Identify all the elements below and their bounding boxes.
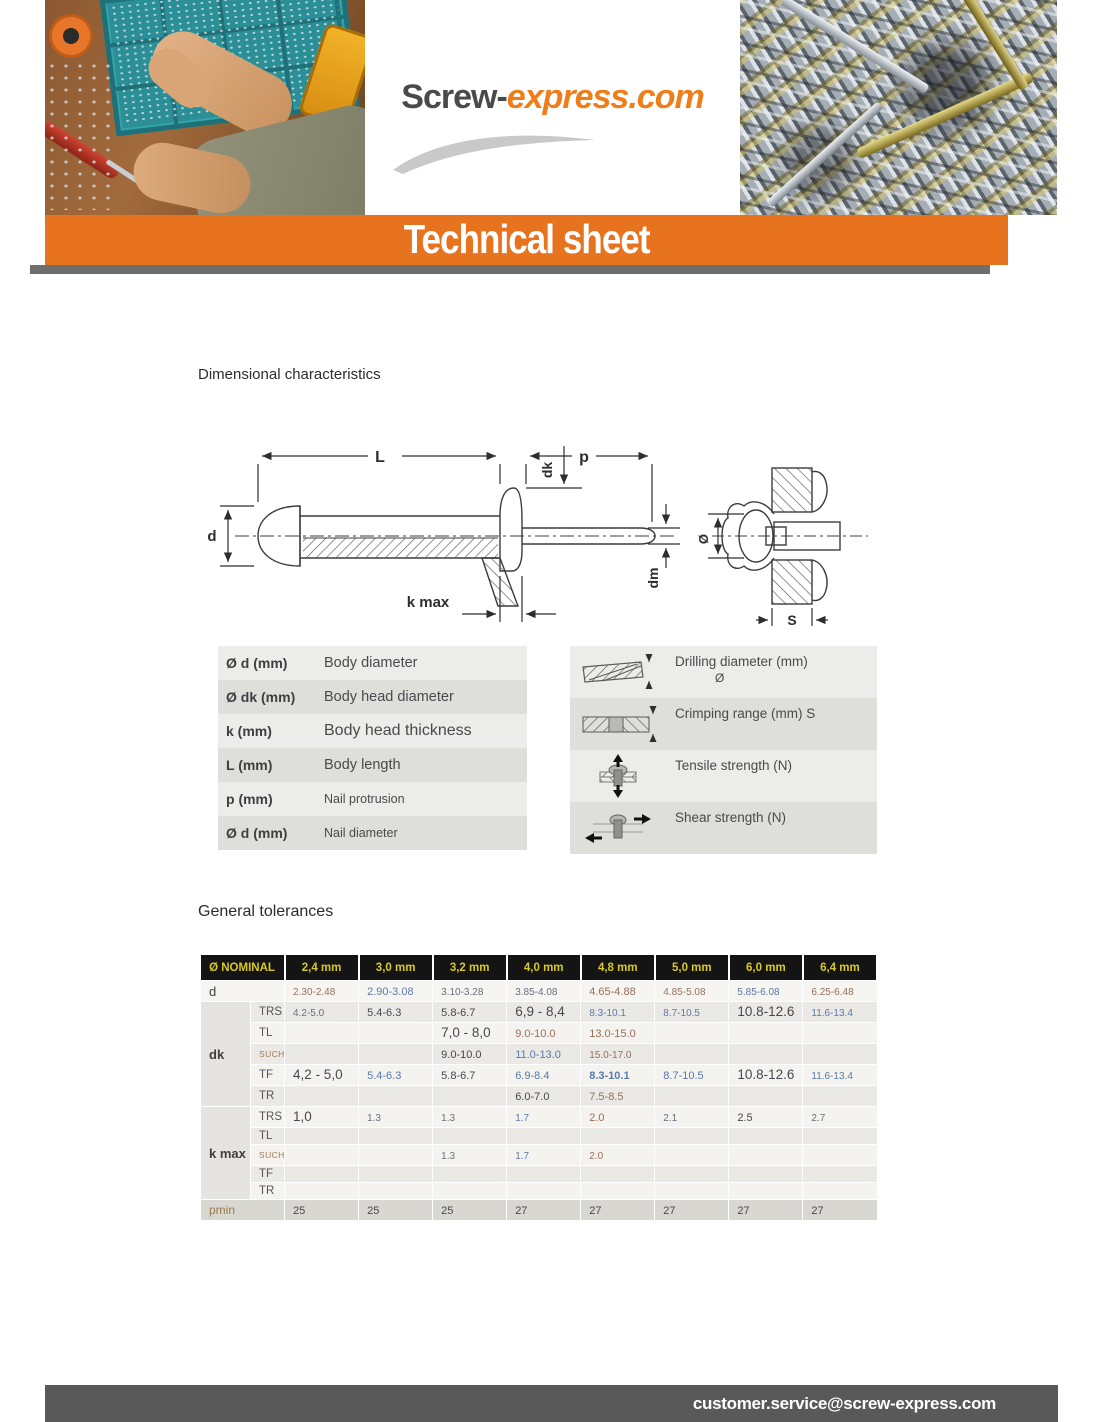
table-row [218,782,527,816]
logo-text-screw: Screw- [401,78,507,116]
tolerance-value: 27 [663,1205,676,1217]
tolerance-value: 6,9 - 8,4 [515,1004,565,1019]
tolerance-cell [581,1145,655,1166]
tolerance-table-header [201,955,878,981]
row-group-label-dk: dk [201,1002,251,1107]
shear-icon [570,802,665,854]
tolerance-cell [285,1183,359,1200]
tolerance-value: 2.0 [589,1151,604,1162]
tolerance-cell [359,1166,433,1183]
tolerance-cell [803,1023,877,1044]
table-row [570,698,877,750]
tolerance-cell [655,1044,729,1065]
tolerance-value: 7,0 - 8,0 [441,1025,491,1040]
dim-description: Nail protrusion [324,792,405,806]
page-title: Technical sheet [403,216,650,263]
dim-description: Nail diameter [324,826,398,840]
tolerance-cell [655,1166,729,1183]
table-row [218,714,527,748]
tolerance-cell [803,1200,877,1221]
tolerance-cell [285,1086,359,1107]
tolerance-cell [655,1200,729,1221]
table-row [201,1166,878,1183]
tolerance-cell [507,1128,581,1145]
dim-label-d: d [207,528,217,545]
tolerance-cell [285,1002,359,1023]
row-group-label-pmin: pmin [201,1200,285,1221]
tolerance-cell [507,1183,581,1200]
tolerance-cell [359,1023,433,1044]
tolerance-cell [803,1044,877,1065]
tolerance-cell [507,1107,581,1128]
mech-description: Crimping range (mm) S [675,706,816,721]
divider-bar [30,265,990,274]
tolerance-cell [581,1200,655,1221]
tolerance-cell [285,1044,359,1065]
tolerance-value: 7.5-8.5 [589,1091,624,1103]
size-column-header: 5,0 mm [655,955,729,981]
tolerance-cell [285,1128,359,1145]
tolerance-cell [285,1166,359,1183]
tolerance-value: 4.85-5.08 [663,987,706,998]
tolerance-value: 1.3 [441,1113,456,1124]
header-band [45,0,1057,215]
tolerance-cell [655,1023,729,1044]
row-sub-label: TR [251,1183,285,1200]
tolerance-cell [581,1002,655,1023]
tolerance-value: 6.0-7.0 [515,1091,550,1103]
table-row [570,750,877,802]
table-row [201,1183,878,1200]
tolerance-cell [729,1107,803,1128]
tolerance-cell [803,1002,877,1023]
tolerance-cell [359,1183,433,1200]
tolerance-cell [359,1044,433,1065]
dim-label-L: L [375,449,385,466]
table-row [218,748,527,782]
tolerance-value: 9.0-10.0 [441,1049,482,1061]
table-row [201,1065,878,1086]
tolerance-value: 25 [367,1205,380,1217]
tolerance-cell [285,1023,359,1044]
logo-zone [365,0,740,215]
row-sub-label: TF [251,1065,285,1086]
tolerance-cell [581,1044,655,1065]
section-heading-tolerances: General tolerances [198,903,334,920]
tolerance-cell [433,1086,507,1107]
mech-description: Shear strength (N) [675,810,787,825]
tolerance-value: 1.7 [515,1151,530,1162]
tolerance-cell [359,1065,433,1086]
tolerance-cell [285,1200,359,1221]
row-sub-label: TRS [251,1107,285,1128]
tolerance-value: 8.3-10.1 [589,1070,630,1082]
tolerance-cell [507,1086,581,1107]
tolerance-value: 5.8-6.7 [441,1007,476,1019]
tolerance-cell [285,1107,359,1128]
tolerance-value: 11.6-13.4 [811,1071,853,1082]
table-row [201,1086,878,1107]
dim-description: Body head thickness [324,722,472,739]
tolerance-value: 5.4-6.3 [367,1070,402,1082]
tolerance-cell [433,1200,507,1221]
workbench-photo [45,0,365,215]
table-row [201,1107,878,1128]
tolerance-cell [359,1107,433,1128]
table-row [218,646,527,680]
drill-icon [570,646,665,698]
tolerance-cell [433,1065,507,1086]
tolerance-cell [285,1145,359,1166]
tolerance-value: 2.5 [737,1112,753,1124]
tolerance-cell [655,1107,729,1128]
tolerance-cell [803,1107,877,1128]
mech-description: Tensile strength (N) [675,758,793,773]
tolerance-cell [655,981,729,1002]
tolerance-cell [803,1166,877,1183]
dim-label-dm: dm [645,567,661,589]
size-column-header: 3,0 mm [359,955,433,981]
logo-swoosh [385,120,615,175]
logo-text-express: express.com [506,78,704,116]
tolerance-cell [655,1065,729,1086]
size-column-header: 3,2 mm [433,955,507,981]
screws-photo [740,0,1057,215]
dim-label-dk: dk [539,461,555,479]
tolerance-cell [803,1128,877,1145]
rivet-technical-drawing [200,426,900,646]
tolerance-value: 10.8-12.6 [737,1067,795,1082]
dim-symbol: Ø d (mm) [226,655,288,671]
tolerance-value: 1,0 [293,1109,312,1124]
tolerance-cell [507,1023,581,1044]
tolerance-value: 6.25-6.48 [811,987,854,998]
tolerance-cell [581,1086,655,1107]
section-heading-dimensional: Dimensional characteristics [198,366,381,383]
tolerance-value: 2.1 [663,1113,678,1124]
table-row [201,1044,878,1065]
tolerance-cell [729,1166,803,1183]
tolerance-cell [803,1065,877,1086]
tolerance-cell [729,981,803,1002]
tolerance-cell [729,1086,803,1107]
mech-sub: Ø [715,671,725,685]
tolerance-value: 2.90-3.08 [367,986,414,998]
tolerance-cell [359,1200,433,1221]
tape-measure-shape [49,14,93,58]
tolerance-value: 13.0-15.0 [589,1028,636,1040]
tolerance-value: 8.7-10.5 [663,1070,704,1082]
tolerance-cell [729,1023,803,1044]
row-sub-label: SUCH [251,1044,285,1065]
size-column-header: 6,0 mm [729,955,803,981]
tolerance-value: 2.7 [811,1113,826,1124]
dim-symbol: p (mm) [226,791,273,807]
tolerance-cell [581,1128,655,1145]
row-group-label-d: d [201,981,285,1002]
tolerance-cell [581,1166,655,1183]
tolerance-value: 1.7 [515,1113,530,1124]
dim-label-phi: Ø [696,533,711,545]
tolerance-cell [507,1166,581,1183]
table-row [570,646,877,698]
tolerance-cell [729,1128,803,1145]
tolerance-cell [581,1065,655,1086]
dim-label-p: p [579,449,589,466]
row-sub-label: TF [251,1166,285,1183]
size-column-header: 4,8 mm [581,955,655,981]
tolerance-cell [433,1145,507,1166]
tolerance-value: 4,2 - 5,0 [293,1067,343,1082]
tolerance-value: 27 [737,1205,750,1217]
tolerance-cell [433,981,507,1002]
dim-label-s: S [787,612,797,628]
tolerance-value: 27 [811,1205,824,1217]
mechanical-legend-table [570,646,877,854]
tolerance-value: 27 [515,1205,528,1217]
tolerance-value: 3.85-4.08 [515,987,558,998]
tolerance-value: 5.8-6.7 [441,1070,476,1082]
dim-description: Body diameter [324,655,418,671]
row-sub-label: TRS [251,1002,285,1023]
nominal-header: Ø NOMINAL [201,955,285,981]
dim-description: Body head diameter [324,689,454,705]
table-row [570,802,877,854]
tolerance-cell [655,1128,729,1145]
dimension-legend-table [218,646,527,850]
title-banner [45,215,1008,265]
tolerance-cell [581,981,655,1002]
tolerance-cell [507,1002,581,1023]
tolerance-value: 5.4-6.3 [367,1007,402,1019]
dim-symbol: Ø dk (mm) [226,689,296,705]
tolerance-cell [729,1183,803,1200]
row-sub-label: TR [251,1086,285,1107]
tolerance-cell [729,1044,803,1065]
contact-email: customer.service@screw-express.com [692,1393,996,1413]
tolerance-cell [803,1183,877,1200]
tensile-icon [570,750,665,802]
tolerance-cell [507,1145,581,1166]
tolerance-cell [285,1065,359,1086]
brand-logo [365,78,740,117]
tolerance-cell [581,1183,655,1200]
tolerance-cell [359,981,433,1002]
tolerance-value: 4.65-4.88 [589,986,636,998]
tolerance-value: 9.0-10.0 [515,1028,556,1040]
tolerance-value: 3.10-3.28 [441,987,484,998]
row-sub-label: TL [251,1023,285,1044]
tolerance-value: 5.85-6.08 [737,987,780,998]
dim-symbol: L (mm) [226,757,273,773]
tolerance-value: 25 [293,1205,306,1217]
tolerance-value: 11.6-13.4 [811,1008,853,1019]
dim-label-kmax: k max [406,594,450,611]
tolerance-cell [359,1002,433,1023]
tolerance-cell [433,1183,507,1200]
table-row [218,680,527,714]
tolerance-value: 1.3 [441,1151,456,1162]
table-row [201,1145,878,1166]
tolerance-cell [359,1086,433,1107]
tolerance-value: 8.7-10.5 [663,1008,700,1019]
table-row [201,981,878,1002]
tolerance-cell [507,1044,581,1065]
size-column-header: 2,4 mm [285,955,359,981]
tolerance-value: 25 [441,1205,454,1217]
tolerance-cell [359,1145,433,1166]
tolerance-cell [655,1002,729,1023]
dim-description: Body length [324,757,401,773]
tolerance-cell [655,1183,729,1200]
tolerance-cell [581,1023,655,1044]
tolerance-cell [729,1065,803,1086]
tolerance-cell [507,981,581,1002]
table-row [201,1128,878,1145]
crimp-icon [570,698,665,750]
tolerance-value: 11.0-13.0 [515,1049,561,1061]
tolerance-cell [507,1065,581,1086]
tolerance-value: 6.9-8.4 [515,1070,550,1082]
tolerance-cell [729,1002,803,1023]
tolerance-value: 15.0-17.0 [589,1050,632,1061]
dim-symbol: k (mm) [226,723,272,739]
tolerance-value: 10.8-12.6 [737,1004,795,1019]
mech-description: Drilling diameter (mm) [675,654,808,669]
size-column-header: 6,4 mm [803,955,877,981]
tolerance-cell [729,1145,803,1166]
row-sub-label: TL [251,1128,285,1145]
tolerance-cell [729,1200,803,1221]
tolerance-value: 2.30-2.48 [293,987,336,998]
dim-symbol: Ø d (mm) [226,825,288,841]
tolerance-cell [433,1002,507,1023]
tolerance-cell [433,1166,507,1183]
tolerance-cell [433,1044,507,1065]
table-row [201,1200,878,1221]
tolerance-value: 27 [589,1205,602,1217]
tolerance-table-body [201,981,878,1221]
tolerance-cell [655,1145,729,1166]
table-row [201,1002,878,1023]
tolerance-cell [507,1200,581,1221]
tolerance-cell [359,1128,433,1145]
tolerance-cell [433,1107,507,1128]
table-row [218,816,527,850]
tolerance-table [200,955,878,1221]
tolerance-cell [655,1086,729,1107]
tolerance-value: 2.0 [589,1112,605,1124]
tolerance-cell [285,981,359,1002]
size-column-header: 4,0 mm [507,955,581,981]
tolerance-value: 1.3 [367,1113,381,1124]
tolerance-cell [433,1023,507,1044]
footer-bar [45,1385,1058,1422]
tolerance-cell [803,981,877,1002]
tolerance-cell [581,1107,655,1128]
tolerance-cell [803,1145,877,1166]
tolerance-cell [803,1086,877,1107]
row-sub-label: SUCH [251,1145,285,1166]
tolerance-value: 8.3-10.1 [589,1008,626,1019]
row-group-label-k-max: k max [201,1107,251,1200]
tolerance-value: 4.2-5.0 [293,1008,325,1019]
table-row [201,1023,878,1044]
tolerance-cell [433,1128,507,1145]
